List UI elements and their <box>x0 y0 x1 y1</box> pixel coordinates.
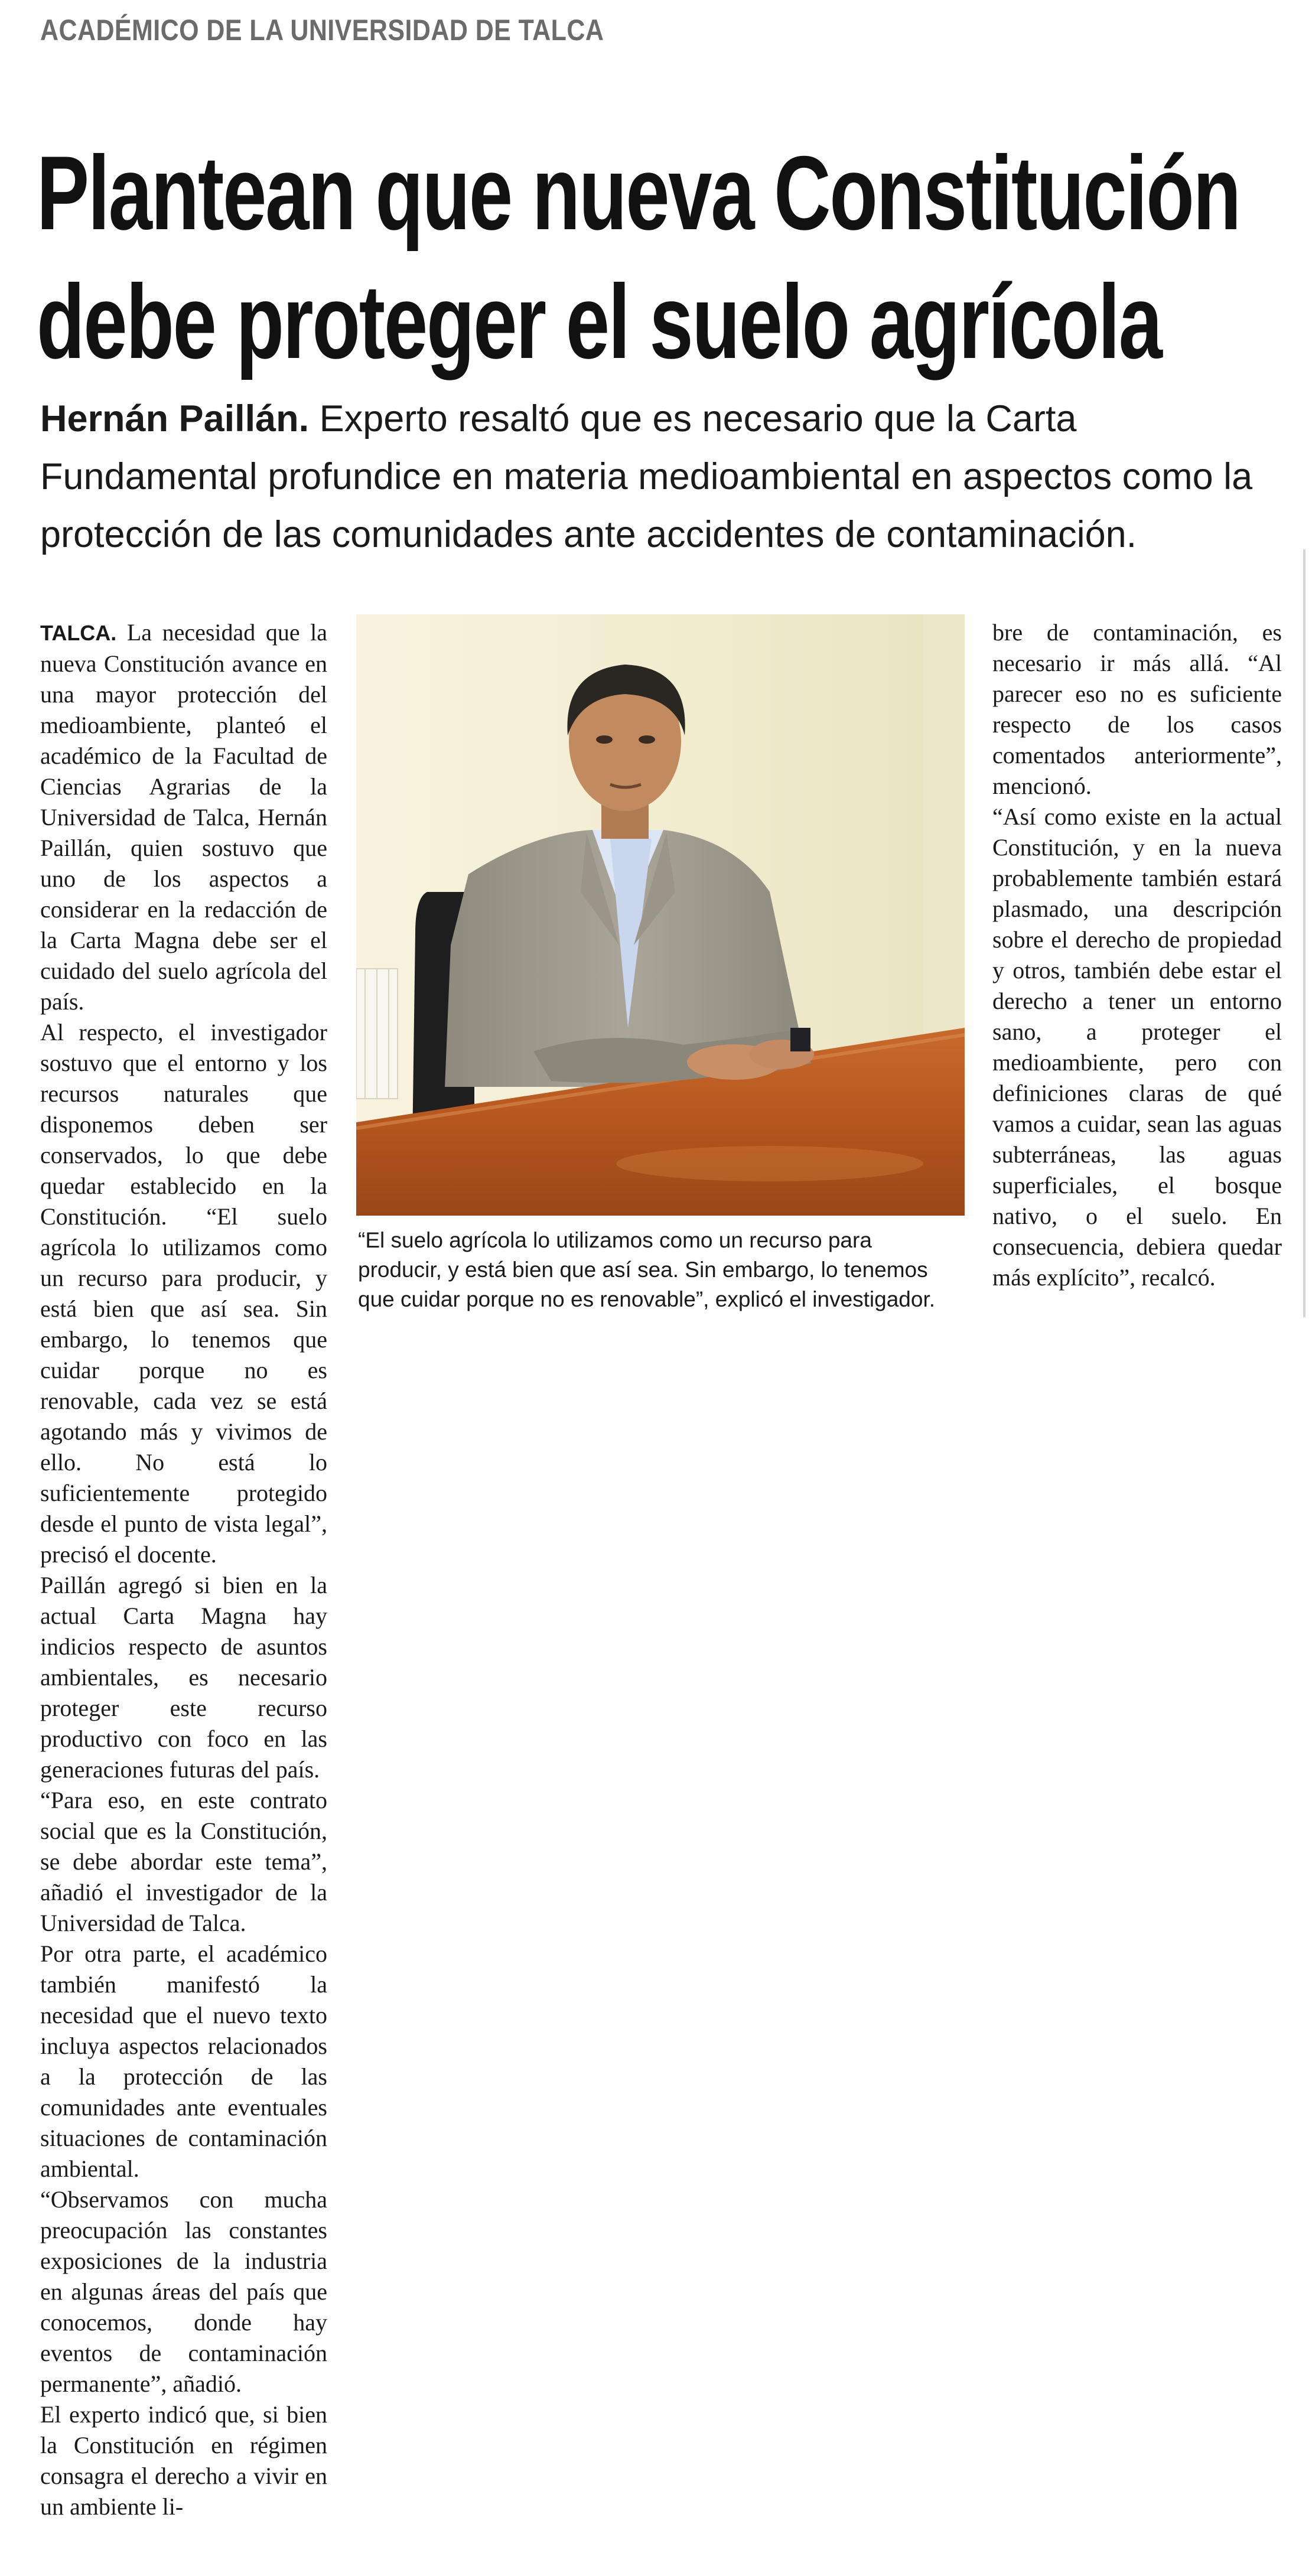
body-paragraph: “Así como existe en la actual Constitución, y en la nueva probablemente también estará plasmado, una descripción sobre el derecho de propiedad y otros, también debe estar el derecho a tener un entorno sano, a proteger el medioambiente, pero con definiciones claras de qué vamos a cuidar, sean las aguas subterráneas, las aguas superficiales, el bosque nativo, o el suelo. En consecuencia, debiera quedar más explícito”, recalcó. <box>992 803 1282 1291</box>
photo-caption: “El suelo agrícola lo utilizamos como un recurso para producir, y está bien que así sea. Sin embargo, lo tenemos que cuidar porque no es renovable”, explicó el investigador. <box>358 1228 936 1311</box>
body-paragraph <box>40 617 327 1017</box>
body-paragraph: Al respecto, el investigador sostuvo que el entorno y los recursos naturales que disponemos deben ser conservados, lo que debe quedar establecido en la Constitución. “El suelo agrícola lo utilizamos como un recurso para producir, y está bien que así sea. Sin embargo, lo tenemos que cuidar porque no es renovable, cada vez se está agotando más y vivimos de ello. No está lo suficientemente protegido desde el punto de vista legal”, precisó el docente. <box>40 1019 327 1568</box>
deck-lead: Hernán Paillán. <box>40 398 310 439</box>
deck <box>40 390 1298 564</box>
body-paragraph: Por otra parte, el académico también manifestó la necesidad que el nuevo texto incluya aspectos relacionados a la protección de las comunidades ante eventuales situaciones de contaminación ambiental. <box>40 1940 327 2182</box>
body-paragraph: Paillán agregó si bien en la actual Carta Magna hay indicios respecto de asuntos ambientales, es necesario proteger este recurso productivo con foco en las generaciones futuras del país. <box>40 1572 327 1783</box>
body-paragraph: bre de contaminación, es necesario ir más allá. “Al parecer eso no es suficiente respecto de los casos comentados anteriormente”, mencionó. <box>992 619 1282 799</box>
section-label: ACADÉMICO DE LA UNIVERSIDAD DE TALCA <box>40 14 604 47</box>
column-divider <box>1303 549 1306 1317</box>
headline-line-1: Plantean que nueva Constitución <box>37 134 1240 252</box>
body-paragraph: “Para eso, en este contrato social que es la Constitución, se debe abordar este tema”, añadió el investigador de la Universidad de Talca. <box>40 1787 327 1936</box>
headline <box>37 129 1240 386</box>
body-text: La necesidad que la nueva Constitución avance en una mayor protección del medioambiente, planteó el académico de la Facultad de Ciencias Agrarias de la Universidad de Talca, Hernán Paillán, quien sostuvo que uno de los aspectos a considerar en la redacción de la Carta Magna debe ser el cuidado del suelo agrícola del país. <box>40 619 327 1015</box>
deck-text: Experto resaltó que es necesario que la Carta Fundamental profundice en materia medioambiental en aspectos como la protección de las comunidades ante accidentes de contaminación. <box>40 398 1253 555</box>
headline-line-2: debe proteger el suelo agrícola <box>37 263 1161 380</box>
body-paragraph: El experto indicó que, si bien la Constitución en régimen consagra el derecho a vivir en un ambiente li- <box>40 2401 327 2520</box>
dateline: TALCA. <box>40 621 117 645</box>
body-column-3 <box>992 617 1282 1293</box>
body-paragraph: “Observamos con mucha preocupación las constantes exposiciones de la industria en algunas áreas del país que conocemos, donde hay eventos de contaminación permanente”, añadió. <box>40 2186 327 2397</box>
article-photo <box>356 614 965 1216</box>
portrait-illustration <box>356 614 965 1216</box>
body-column-1 <box>40 617 327 2522</box>
